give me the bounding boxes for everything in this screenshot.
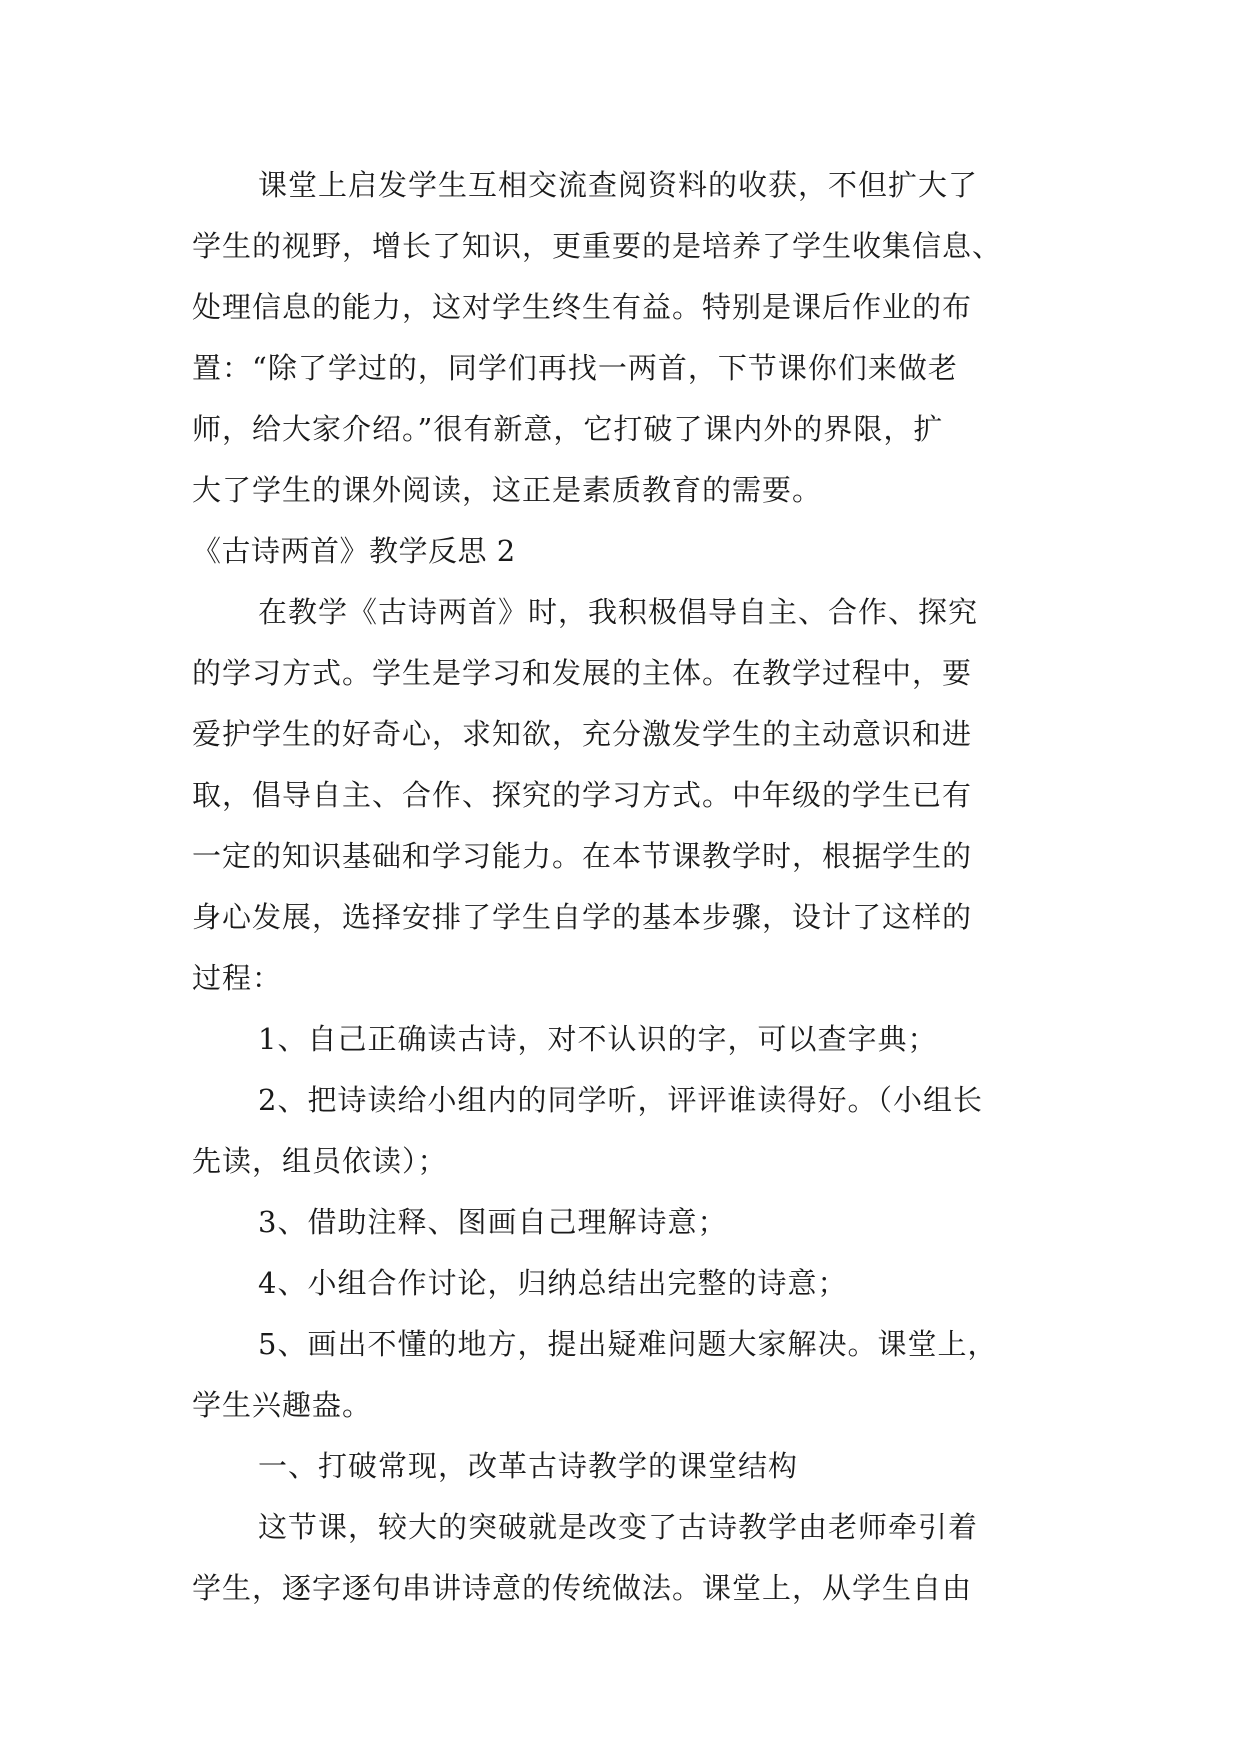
- paragraph-line: 身心发展，选择安排了学生自学的基本步骤，设计了这样的: [192, 900, 973, 934]
- paragraph-line: 在教学《古诗两首》时，我积极倡导自主、合作、探究: [258, 595, 979, 629]
- step-item-4: 4、小组合作讨论，归纳总结出完整的诗意；: [258, 1266, 848, 1300]
- subsection-title: 一、打破常现，改革古诗教学的课堂结构: [258, 1449, 799, 1483]
- paragraph-line: 师，给大家介绍。”很有新意，它打破了课内外的界限，扩: [192, 412, 944, 446]
- paragraph-line: 的学习方式。学生是学习和发展的主体。在教学过程中，要: [192, 656, 973, 690]
- paragraph-line: 一定的知识基础和学习能力。在本节课教学时，根据学生的: [192, 839, 973, 873]
- step-item-5-continued: 学生兴趣盎。: [192, 1388, 373, 1422]
- step-item-3: 3、借助注释、图画自己理解诗意；: [258, 1205, 728, 1239]
- paragraph-line: 取，倡导自主、合作、探究的学习方式。中年级的学生已有: [192, 778, 973, 812]
- paragraph-line: 置：“除了学过的，同学们再找一两首，下节课你们来做老: [192, 351, 958, 385]
- section-heading: 《古诗两首》教学反思 2: [192, 534, 516, 568]
- paragraph-line: 过程：: [192, 961, 283, 995]
- step-item-5: 5、画出不懂的地方，提出疑难问题大家解决。课堂上，: [258, 1327, 998, 1361]
- paragraph-line: 课堂上启发学生互相交流查阅资料的收获，不但扩大了: [258, 168, 979, 202]
- paragraph-line: 学生，逐字逐句串讲诗意的传统做法。课堂上，从学生自由: [192, 1571, 973, 1605]
- paragraph-line: 处理信息的能力，这对学生终生有益。特别是课后作业的布: [192, 290, 973, 324]
- document-page: [192, 155, 1052, 1619]
- paragraph-line: 大了学生的课外阅读，这正是素质教育的需要。: [192, 473, 823, 507]
- paragraph-line: 这节课，较大的突破就是改变了古诗教学由老师牵引着: [258, 1510, 979, 1544]
- step-item-1: 1、自己正确读古诗，对不认识的字，可以查字典；: [258, 1022, 938, 1056]
- paragraph-line: 爱护学生的好奇心，求知欲，充分激发学生的主动意识和进: [192, 717, 973, 751]
- step-item-2-continued: 先读，组员依读）；: [192, 1144, 448, 1178]
- paragraph-line: 学生的视野，增长了知识，更重要的是培养了学生收集信息、: [192, 229, 1003, 263]
- step-item-2: 2、把诗读给小组内的同学听，评评谁读得好。（小组长: [258, 1083, 983, 1117]
